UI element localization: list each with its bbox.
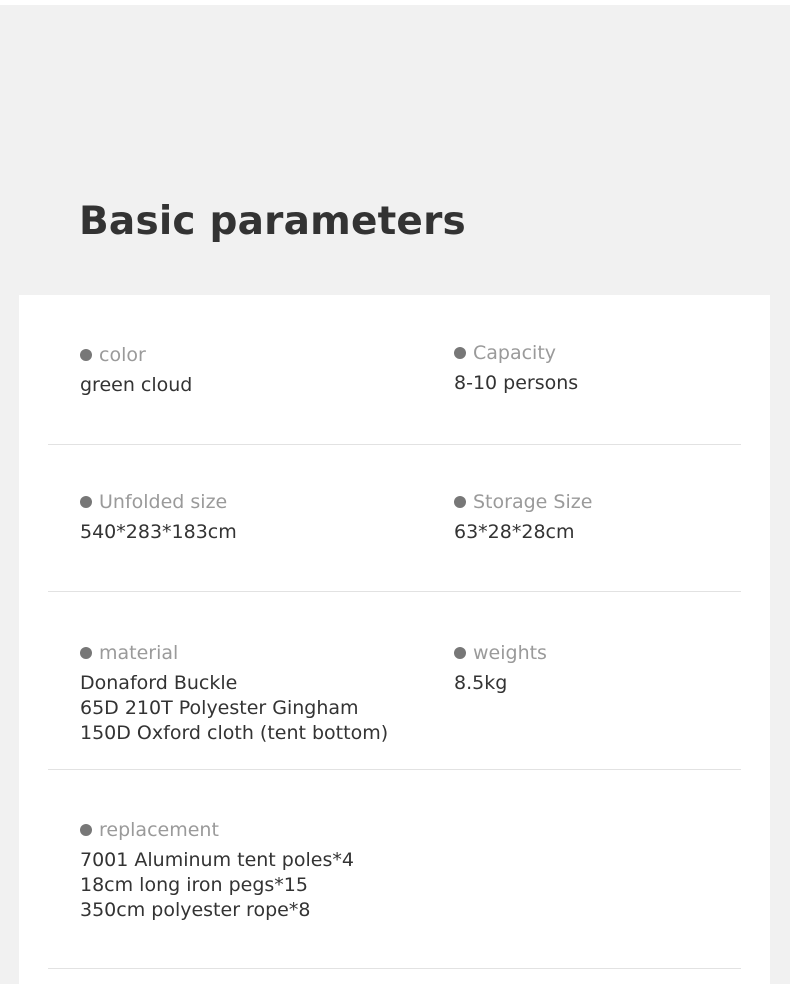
param-label: Storage Size xyxy=(473,491,593,513)
param-label: replacement xyxy=(99,819,219,841)
param-value: 65D 210T Polyester Gingham xyxy=(80,697,359,719)
param-value: 8.5kg xyxy=(454,672,508,694)
row-divider xyxy=(48,769,741,770)
param-value: 18cm long iron pegs*15 xyxy=(80,874,308,896)
row-divider xyxy=(48,444,741,445)
parameters-card xyxy=(19,295,770,984)
param-value: 540*283*183cm xyxy=(80,521,237,543)
param-color xyxy=(80,342,192,398)
bullet-icon xyxy=(454,347,466,359)
param-label: Capacity xyxy=(473,342,557,364)
bullet-icon xyxy=(80,824,92,836)
param-value: 8-10 persons xyxy=(454,372,579,394)
param-replacement xyxy=(80,817,354,923)
param-label: color xyxy=(99,344,146,366)
bullet-icon xyxy=(80,496,92,508)
param-material xyxy=(80,640,388,746)
param-value: green cloud xyxy=(80,374,193,396)
param-value: Donaford Buckle xyxy=(80,672,238,694)
bullet-icon xyxy=(80,349,92,361)
param-value: 63*28*28cm xyxy=(454,521,575,543)
row-divider xyxy=(48,968,741,969)
param-capacity xyxy=(454,340,578,396)
param-storage-size xyxy=(454,489,592,545)
param-label: weights xyxy=(473,642,547,664)
row-divider xyxy=(48,591,741,592)
bullet-icon xyxy=(80,647,92,659)
param-value: 350cm polyester rope*8 xyxy=(80,899,311,921)
bullet-icon xyxy=(454,647,466,659)
param-label: material xyxy=(99,642,179,664)
page-title: Basic parameters xyxy=(79,199,466,244)
param-unfolded-size xyxy=(80,489,237,545)
param-label: Unfolded size xyxy=(99,491,228,513)
bullet-icon xyxy=(454,496,466,508)
param-value: 7001 Aluminum tent poles*4 xyxy=(80,849,354,871)
param-value: 150D Oxford cloth (tent bottom) xyxy=(80,722,389,744)
param-weights xyxy=(454,640,547,696)
